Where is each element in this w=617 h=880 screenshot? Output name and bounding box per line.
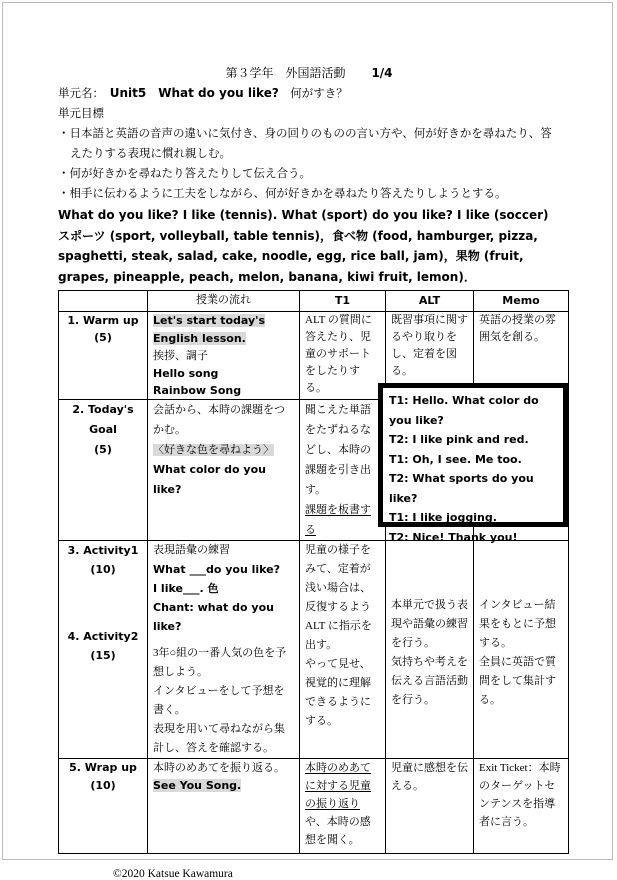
dialogue-line: T1: Oh, I see. Me too.	[389, 452, 522, 466]
wrapup-t1-cell	[300, 759, 386, 854]
goal-label-cell	[59, 400, 148, 541]
goal-t1-cell	[300, 400, 386, 541]
step-label: 4. Activity2	[67, 630, 139, 643]
highlighted-phrase: See You Song.	[153, 779, 242, 792]
warmup-memo-cell: 英語の授業の雰囲気を創る。	[474, 312, 569, 400]
lesson-table-wrap	[58, 290, 560, 854]
header-blank-cell	[59, 291, 148, 312]
warmup-t1-cell: ALT の質問に答えたり、児童のサポートをしたりする。	[300, 312, 386, 400]
flow-line: Hello song	[153, 367, 219, 380]
activity-alt-cell	[386, 541, 474, 759]
t1-underlined-note: 本時のめあてに対する児童の振り返り	[305, 762, 371, 810]
alt-note: 気持ちや考えを伝える言語活動を行う。	[391, 656, 468, 706]
step-label: 3. Activity1	[67, 544, 139, 557]
flow-line: What color do you like?	[153, 463, 266, 496]
flow-line: I like___. 色	[153, 582, 219, 595]
step-label: 2. Today's	[72, 403, 134, 416]
step-label: Goal	[89, 423, 117, 436]
page-title	[58, 63, 560, 83]
header-flow-cell: 授業の流れ	[148, 291, 300, 312]
flow-line: 会話から、本時の課題をつかむ。	[153, 404, 285, 436]
lesson-flow-table	[58, 290, 569, 854]
dialogue-line: T2: What sports do you like?	[389, 472, 534, 505]
spacer	[153, 636, 294, 644]
copyright-notice: ©2020 Katsue Kawamura	[113, 868, 233, 880]
header-memo-cell: Memo	[474, 291, 569, 312]
activity-flow-cell	[148, 541, 300, 759]
warmup-flow-cell	[148, 312, 300, 400]
t1-note: 児童の様子をみて、定着が浅い場合は、反復するよう ALT に指示を出す。	[305, 544, 372, 651]
unit-name-en: Unit5 What do you like?	[109, 86, 279, 100]
dialogue-line: T1: Hello. What color do you like?	[389, 394, 539, 427]
unit-label: 単元名：	[58, 88, 110, 100]
spacer	[391, 541, 468, 596]
t1-underlined-note: 課題を板書する	[305, 504, 371, 536]
wrapup-label-cell	[59, 759, 148, 854]
title-text: 第３学年 外国語活動	[225, 66, 346, 80]
memo-note: 全員に英語で質問をして集計する。	[479, 656, 556, 706]
goal-flow-cell	[148, 400, 300, 541]
dialogue-line: T2: Nice! Thank you!	[389, 530, 518, 544]
page-content	[3, 3, 612, 880]
dialogue-line: T2: I like pink and red.	[389, 433, 529, 446]
flow-line: 3年○組の一番人気の色を予想しよう。	[153, 647, 287, 678]
activity-label-cell	[59, 541, 148, 759]
t1-note: 聞こえた単語をたずねるなどし、本時の課題を引き出す。	[305, 404, 371, 496]
spacer	[479, 541, 563, 596]
teacher-dialogue-box	[378, 383, 568, 544]
warmup-alt-cell: 既習事項に関するやり取りをし、定着を図る。	[386, 312, 474, 400]
header-alt-cell: ALT	[386, 291, 474, 312]
activity-t1-cell	[300, 541, 386, 759]
wrapup-memo-cell: Exit Ticket：本時のターゲットセンテンスを指導者に言う。	[474, 759, 569, 854]
flow-line: 本時のめあてを振り返る。	[153, 762, 285, 774]
t1-note: やって見せ、視覚的に理解できるようにする。	[305, 658, 371, 727]
unit-goal-item: ・何が好きかを尋ねたり答えたりして伝え合う。	[58, 168, 311, 180]
step-minutes: (15)	[90, 649, 116, 662]
unit-goals-heading: 単元目標	[58, 108, 104, 120]
flow-line: 表現語彙の練習	[153, 544, 230, 556]
unit-goal-item: ・相手に伝わるように工夫をしながら、何が好きかを尋ねたり答えたりしようとする。	[58, 188, 507, 200]
step-label: 1. Warm up	[67, 314, 139, 327]
step-minutes: (5)	[94, 443, 112, 456]
wrapup-flow-cell	[148, 759, 300, 854]
flow-line: インタビューをして予想を書く。	[153, 685, 285, 716]
alt-note: 本単元で扱う表現や語彙の練習を行う。	[391, 599, 468, 649]
table-header-row	[59, 291, 569, 312]
page-number: 1/4	[371, 66, 393, 80]
vocabulary-paragraph: What do you like? I like (tennis). What (sport) do you like? I like (soccer) スポーツ (sport, volleyball, table tennis)，食べ物 (food, hamburger, pizza, spaghetti, steak, salad, cake, noodle, egg, rice ball, jam)，果物 (fruit, grapes, pineapple, peach, melon, banana, kiwi fruit, lemon)．	[58, 208, 549, 284]
highlighted-phrase: 〈好きな色を尋ねよう〉	[153, 444, 274, 456]
step-label: 5. Wrap up	[69, 761, 137, 774]
flow-line: Rainbow Song	[153, 384, 242, 397]
lesson-plan-page	[2, 2, 613, 880]
header-t1-cell: T1	[300, 291, 386, 312]
activity-memo-cell	[474, 541, 569, 759]
step-minutes: (10)	[90, 563, 116, 576]
flow-line: 表現を用いて尋ねながら集計し、答えを確認する。	[153, 723, 285, 754]
memo-note: インタビュー結果をもとに予想する。	[479, 599, 556, 649]
spacer	[64, 579, 142, 627]
flow-line: What ___do you like?	[153, 563, 281, 576]
step-minutes: (10)	[90, 779, 116, 792]
wrapup-alt-cell: 児童に感想を伝える。	[386, 759, 474, 854]
warmup-label-cell	[59, 312, 148, 400]
step-minutes: (5)	[94, 331, 112, 344]
flow-line: Chant: what do you like?	[153, 601, 274, 633]
dialogue-line: T1: I like jogging.	[389, 511, 497, 524]
unit-name-line	[58, 83, 560, 104]
wrapup-row	[59, 759, 569, 854]
flow-line: 挨拶、調子	[153, 350, 208, 362]
highlighted-phrase: Let's start today's English lesson.	[153, 314, 266, 345]
t1-note: や、本時の感想を聞く。	[305, 816, 371, 846]
unit-name-jp: 何がすき？	[278, 88, 348, 100]
unit-goal-item: ・日本語と英語の音声の違いに気付き、身の回りのものの言い方や、何が好きかを尋ねたり、答えたりする表現に慣れ親しむ。	[58, 128, 552, 160]
activity-row	[59, 541, 569, 759]
